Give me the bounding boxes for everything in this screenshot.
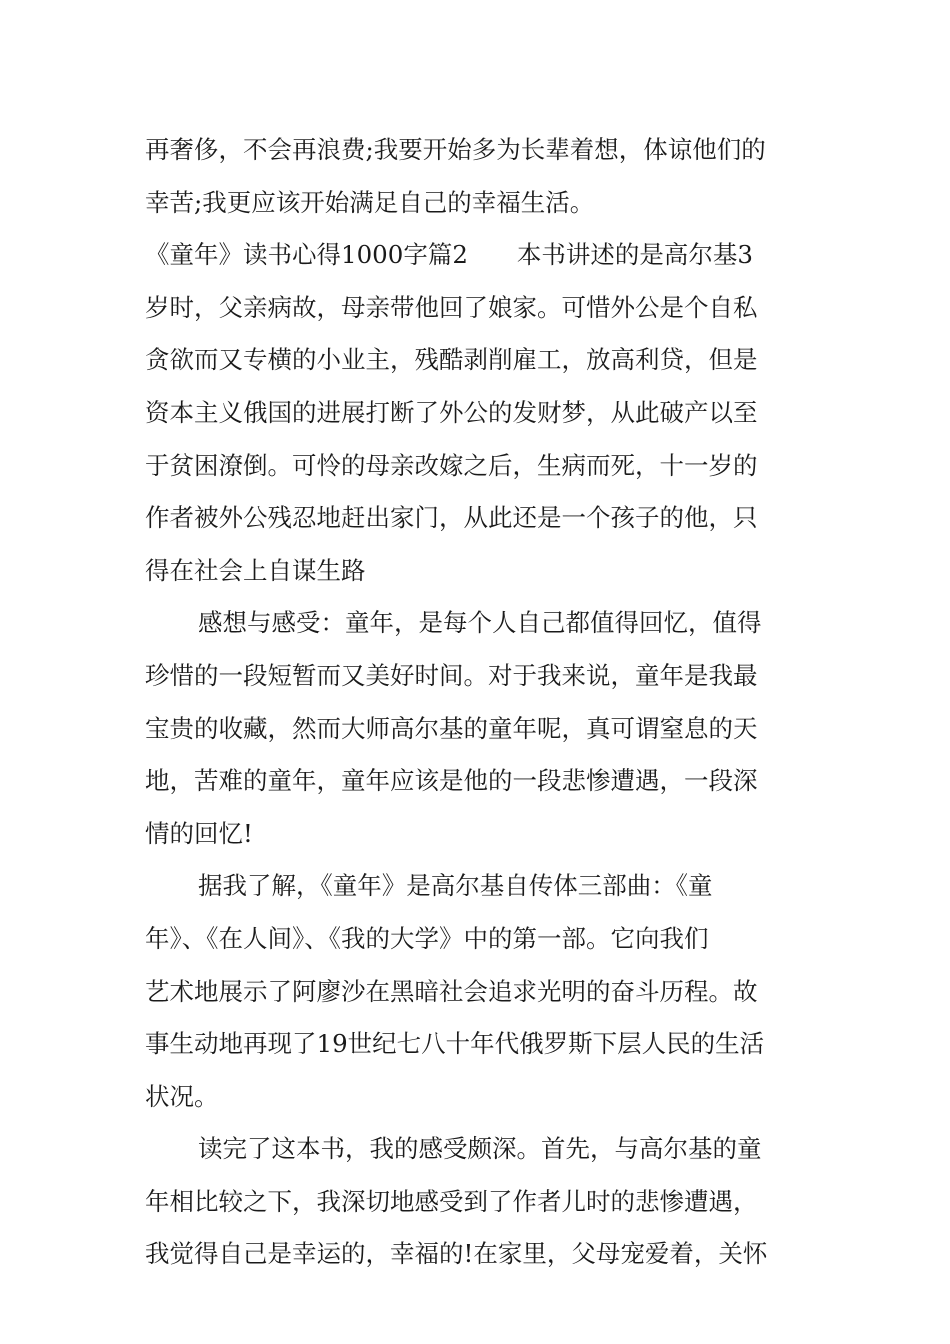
text-line: 年》、《在人间》、《我的大学》中的第一部。它向我们 (145, 923, 709, 953)
paragraph-background (145, 860, 807, 1123)
paragraph-section-heading (145, 229, 807, 597)
text-line: 年相比较之下，我深切地感受到了作者儿时的悲惨遭遇， (145, 1186, 758, 1216)
text-line: 宝贵的收藏，然而大师高尔基的童年呢，真可谓窒息的天 (145, 713, 758, 743)
paragraph-impression (145, 1123, 807, 1281)
text-line: 资本主义俄国的进展打断了外公的发财梦，从此破产以至 (145, 397, 758, 427)
text-line: 感想与感受：童年，是每个人自己都值得回忆，值得 (198, 608, 762, 638)
text-line: 我觉得自己是幸运的，幸福的!在家里，父母宠爱着，关怀 (145, 1239, 768, 1269)
text-line: 于贫困潦倒。可怜的母亲改嫁之后，生病而死，十一岁的 (145, 450, 758, 480)
paragraph-reflection (145, 597, 807, 860)
text-line: 状况。 (145, 1081, 219, 1111)
text-line: 据我了解，《童年》是高尔基自传体三部曲：《童 (198, 871, 713, 901)
text-line: 事生动地再现了19世纪七八十年代俄罗斯下层人民的生活 (145, 1029, 765, 1059)
text-line: 艺术地展示了阿廖沙在黑暗社会追求光明的奋斗历程。故 (145, 976, 758, 1006)
text-line: 岁时，父亲病故，母亲带他回了娘家。可惜外公是个自私 (145, 292, 758, 322)
text-line: 作者被外公残忍地赶出家门，从此还是一个孩子的他，只 (145, 503, 758, 533)
section-heading-line: 《童年》读书心得1000字篇2 本书讲述的是高尔基3 (145, 240, 754, 270)
text-line: 得在社会上自谋生路 (145, 555, 366, 585)
text-line: 珍惜的一段短暂而又美好时间。对于我来说，童年是我最 (145, 660, 758, 690)
text-line: 贪欲而又专横的小业主，残酷剥削雇工，放高利贷，但是 (145, 345, 758, 375)
text-line: 情的回忆! (145, 818, 253, 848)
text-line: 幸苦;我更应该开始满足自己的幸福生活。 (145, 187, 595, 217)
text-line: 读完了这本书，我的感受颇深。首先，与高尔基的童 (198, 1134, 762, 1164)
text-line: 地，苦难的童年，童年应该是他的一段悲惨遭遇，一段深 (145, 766, 758, 796)
text-line: 再奢侈，不会再浪费;我要开始多为长辈着想，体谅他们的 (145, 135, 766, 164)
paragraph-continuation (145, 124, 807, 229)
document-body (145, 124, 807, 1281)
